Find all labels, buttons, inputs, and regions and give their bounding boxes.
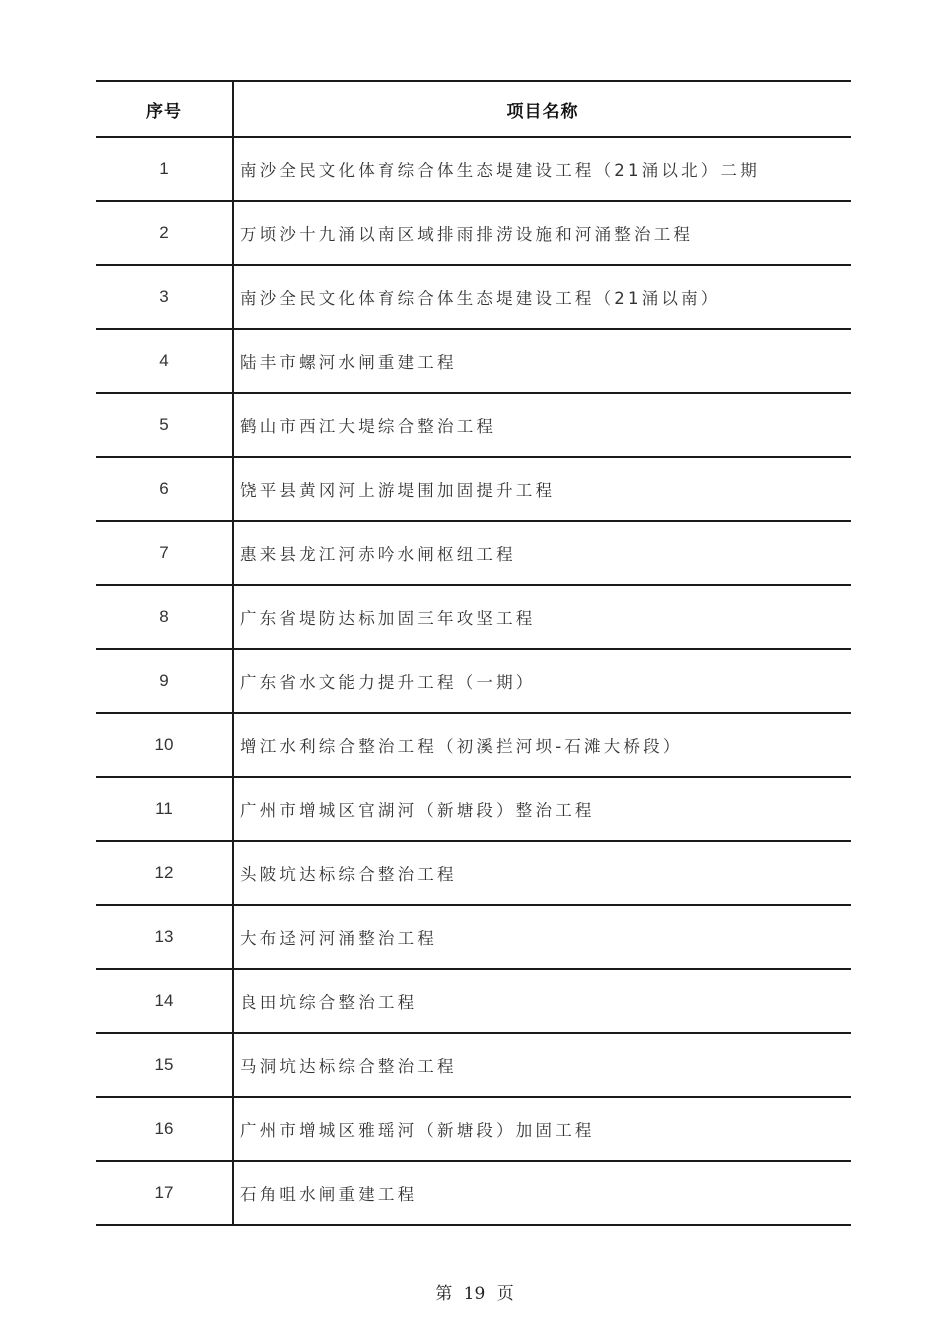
header-project-name: 项目名称: [506, 101, 579, 122]
project-name-cell: 广州市增城区官湖河（新塘段）整治工程: [240, 801, 595, 820]
serial-number-cell: 5: [96, 394, 234, 456]
serial-number-cell: 14: [96, 970, 234, 1032]
table-row: [96, 330, 851, 394]
table-row: [96, 394, 851, 458]
serial-number-cell: 2: [96, 202, 234, 264]
project-name-cell: 饶平县黄冈河上游堤围加固提升工程: [240, 481, 556, 500]
serial-number-cell: 16: [96, 1098, 234, 1160]
project-name-cell: 良田坑综合整治工程: [240, 993, 418, 1012]
serial-number-cell: 1: [96, 138, 234, 200]
table-row: [96, 1098, 851, 1162]
serial-number-cell: 11: [96, 778, 234, 840]
table-row: [96, 714, 851, 778]
page-number: 19: [463, 1284, 486, 1304]
project-name-cell: 广东省水文能力提升工程（一期）: [240, 673, 536, 692]
table-row: [96, 202, 851, 266]
table-row: [96, 522, 851, 586]
project-name-cell: 南沙全民文化体育综合体生态堤建设工程（21涌以北）二期: [240, 161, 760, 180]
table-row: [96, 1162, 851, 1226]
serial-number-cell: 15: [96, 1034, 234, 1096]
project-name-cell: 增江水利综合整治工程（初溪拦河坝-石滩大桥段）: [240, 737, 683, 756]
project-name-cell: 石角咀水闸重建工程: [240, 1185, 418, 1204]
project-table: [96, 80, 851, 1226]
table-row: [96, 970, 851, 1034]
table-row: [96, 458, 851, 522]
project-name-cell: 万顷沙十九涌以南区域排雨排涝设施和河涌整治工程: [240, 225, 694, 244]
table-row: [96, 138, 851, 202]
serial-number-cell: 9: [96, 650, 234, 712]
project-name-cell: 大布迳河河涌整治工程: [240, 929, 437, 948]
header-serial-number: 序号: [96, 82, 234, 136]
project-name-cell: 陆丰市螺河水闸重建工程: [240, 353, 457, 372]
table-row: [96, 266, 851, 330]
project-name-cell: 广州市增城区雅瑶河（新塘段）加固工程: [240, 1121, 595, 1140]
serial-number-cell: 12: [96, 842, 234, 904]
serial-number-cell: 17: [96, 1162, 234, 1224]
project-name-cell: 头陂坑达标综合整治工程: [240, 865, 457, 884]
serial-number-cell: 8: [96, 586, 234, 648]
serial-number-cell: 4: [96, 330, 234, 392]
project-name-cell: 马洞坑达标综合整治工程: [240, 1057, 457, 1076]
table-row: [96, 1034, 851, 1098]
project-name-cell: 广东省堤防达标加固三年攻坚工程: [240, 609, 536, 628]
table-header-row: [96, 80, 851, 138]
table-row: [96, 650, 851, 714]
table-row: [96, 586, 851, 650]
page-number-footer: [0, 1279, 949, 1304]
table-row: [96, 906, 851, 970]
project-name-cell: 惠来县龙江河赤吟水闸枢纽工程: [240, 545, 516, 564]
project-name-cell: 鹤山市西江大堤综合整治工程: [240, 417, 497, 436]
page-prefix: 第: [435, 1284, 453, 1304]
table-row: [96, 778, 851, 842]
serial-number-cell: 3: [96, 266, 234, 328]
page-suffix: 页: [496, 1284, 514, 1304]
serial-number-cell: 6: [96, 458, 234, 520]
table-row: [96, 842, 851, 906]
serial-number-cell: 10: [96, 714, 234, 776]
serial-number-cell: 7: [96, 522, 234, 584]
serial-number-cell: 13: [96, 906, 234, 968]
project-name-cell: 南沙全民文化体育综合体生态堤建设工程（21涌以南）: [240, 289, 721, 308]
